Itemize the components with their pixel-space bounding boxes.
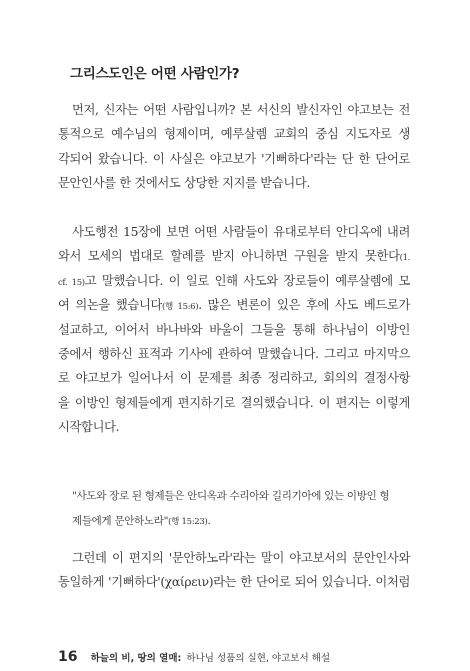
paragraph-1 xyxy=(58,98,410,196)
citation: (1. xyxy=(399,253,410,264)
page-number: 16 xyxy=(58,649,78,665)
paragraph-text: . 많은 변론이 있은 후에 사도 베드로가 xyxy=(198,298,410,313)
citation: (행 15:23) xyxy=(168,517,208,527)
paragraph-text: 여 의논을 했습니다 xyxy=(58,298,163,313)
paragraph-text: 고 말했습니다. 이 일로 인해 사도와 장로들이 예루살렘에 모 xyxy=(84,273,410,288)
book-title: 하늘의 비, 땅의 열매: xyxy=(90,653,182,664)
section-heading: 그리스도인은 어떤 사람인가? xyxy=(70,66,240,82)
citation: (행 15:6) xyxy=(162,302,199,313)
paragraph-3 xyxy=(58,546,410,595)
paragraph-line xyxy=(58,244,410,268)
paragraph-line: 시작합니다. xyxy=(58,420,120,435)
paragraph-line: 설교하고, 이어서 바나바와 바울이 그들을 통해 하나님이 이방인 xyxy=(58,322,410,337)
paragraph-line: 먼저, 신자는 어떤 사람입니까? 본 서신의 발신자인 야고보는 전 xyxy=(72,103,410,117)
citation: cf. 15) xyxy=(58,277,85,288)
scripture-quote xyxy=(72,484,402,534)
paragraph-line xyxy=(58,293,410,317)
quote-end: . xyxy=(207,515,211,527)
paragraph-2 xyxy=(58,220,410,440)
quote-line xyxy=(72,509,402,534)
paragraph-line: 을 이방인 형제들에게 편지하기로 결의했습니다. 이 편지는 이렇게 xyxy=(58,395,410,410)
paragraph-line: 로 야고보가 일어나서 이 문제를 최종 정리하고, 회의의 결정사항 xyxy=(58,371,410,386)
paragraph-text: 와서 모세의 법대로 할례를 받지 아니하면 구원을 받지 못한다 xyxy=(58,249,400,264)
paragraph-line: 문안인사를 한 것에서도 상당한 지지를 받습니다. xyxy=(58,176,310,191)
quote-text: 제들에게 문안하노라" xyxy=(72,515,169,527)
paragraph-line: 중에서 행하신 표적과 기사에 관하여 말했습니다. 그리고 마지막으 xyxy=(58,346,410,361)
quote-line: "사도와 장로 된 형제들은 안디옥과 수리아와 길리기아에 있는 이방인 형 xyxy=(72,490,390,502)
page-footer xyxy=(58,646,330,665)
paragraph-line: 그런데 이 편지의 '문안하노라'라는 말이 야고보서의 문안인사와 xyxy=(72,551,410,565)
paragraph-line: 통적으로 예수님의 형제이며, 예루살렘 교회의 중심 지도자로 생 xyxy=(58,127,410,142)
paragraph-line xyxy=(58,269,410,293)
paragraph-line: 사도행전 15장에 보면 어떤 사람들이 유대로부터 안디옥에 내려 xyxy=(72,225,410,239)
book-subtitle: 하나님 성품의 실현, 야고보서 해설 xyxy=(186,653,330,664)
paragraph-line: 동일하게 '기뻐하다'(χαίρειν)라는 한 단어로 되어 있습니다. 이처럼 xyxy=(58,575,410,590)
paragraph-line: 각되어 왔습니다. 이 사실은 야고보가 '기뻐하다'라는 단 한 단어로 xyxy=(58,151,410,166)
